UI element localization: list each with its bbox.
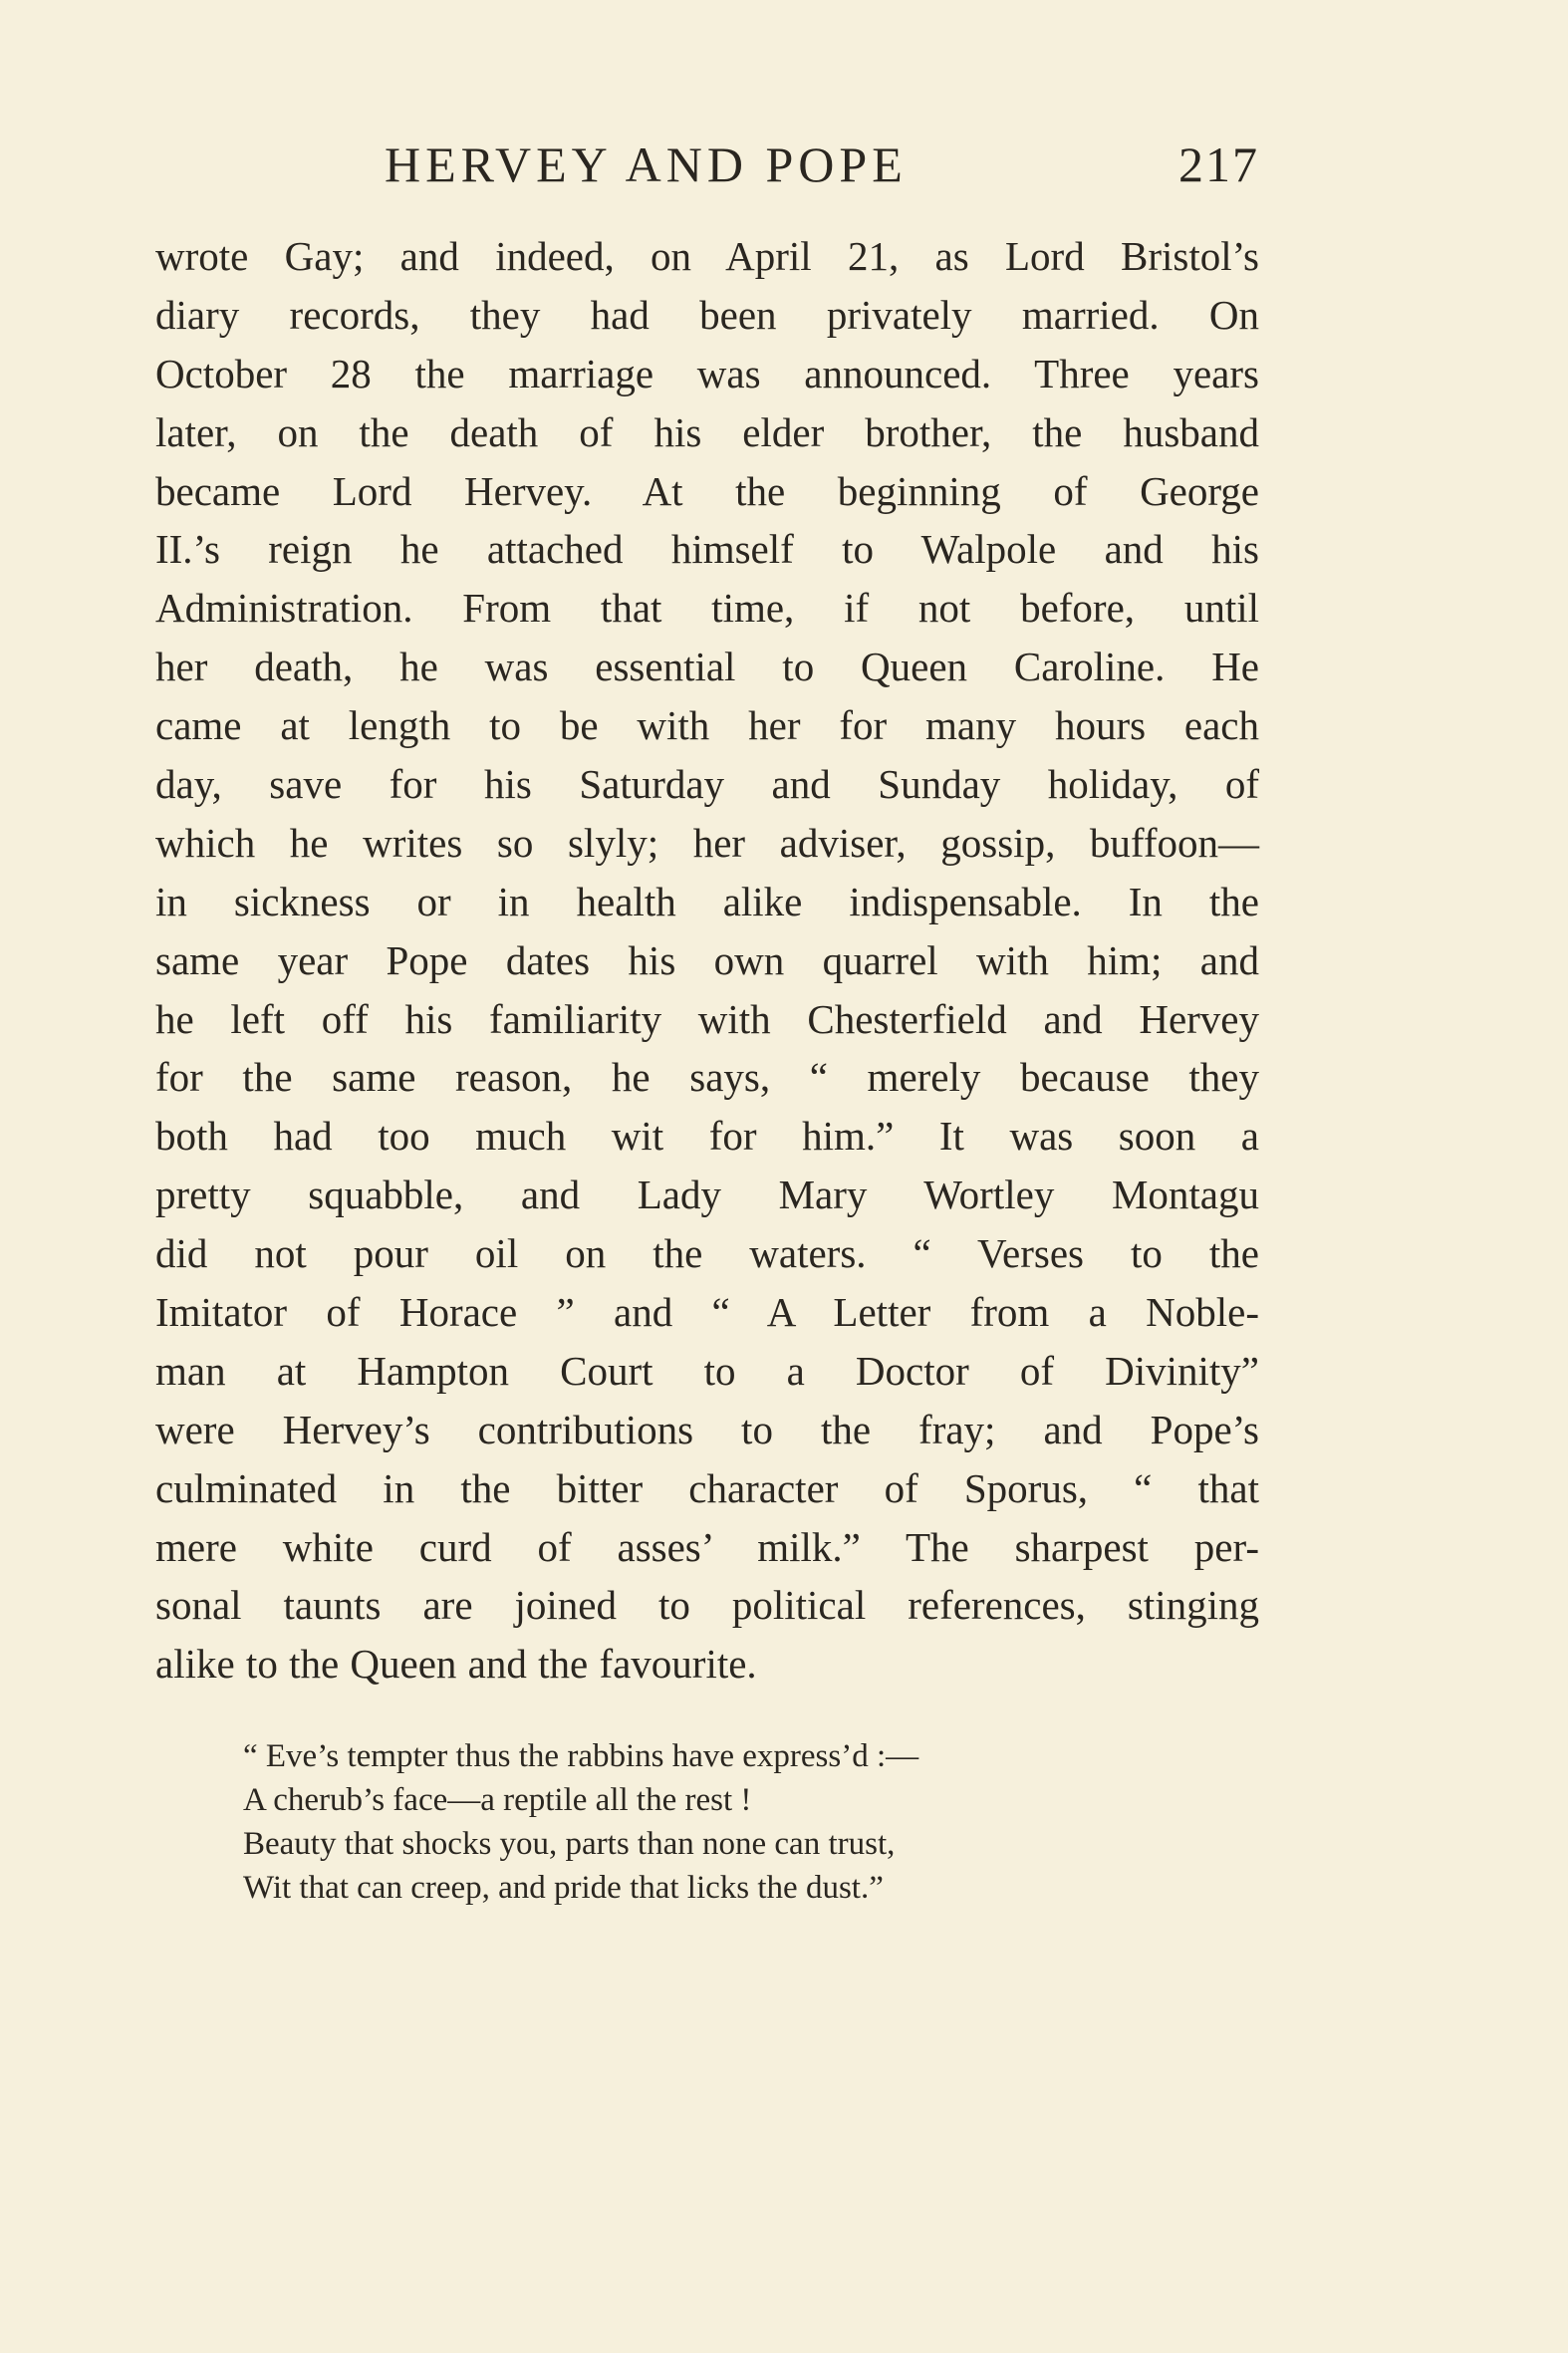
text-line: October 28 the marriage was announced. Three years	[155, 350, 1259, 396]
running-head	[155, 125, 1259, 204]
text-line: did not pour oil on the waters. “ Verses to the	[155, 1230, 1259, 1277]
text-line: II.’s reign he attached himself to Walpole and his	[155, 526, 1259, 573]
text-line: both had too much wit for him.” It was soon a	[155, 1113, 1259, 1160]
verse-line: A cherub’s face—a reptile all the rest !	[243, 1782, 752, 1818]
text-line: he left off his familiarity with Chesterfield and Hervey	[155, 995, 1259, 1042]
verse-line: Wit that can creep, and pride that licks the dust.”	[243, 1870, 884, 1906]
text-line: diary records, they had been privately married. On	[155, 291, 1259, 338]
page-number: 217	[1178, 136, 1259, 192]
text-line: later, on the death of his elder brother, the husband	[155, 408, 1259, 455]
text-line: became Lord Hervey. At the beginning of George	[155, 467, 1259, 514]
text-line: man at Hampton Court to a Doctor of Divinity”	[155, 1347, 1259, 1394]
text-line: day, save for his Saturday and Sunday holiday, of	[155, 761, 1259, 808]
text-line: culminated in the bitter character of Sporus, “ that	[155, 1464, 1259, 1511]
text-line: were Hervey’s contributions to the fray; and Pope’s	[155, 1406, 1259, 1452]
text-line: which he writes so slyly; her adviser, gossip, buffoon—	[155, 819, 1259, 866]
text-line: sonal taunts are joined to political references, stinging	[155, 1582, 1259, 1629]
text-line: Administration. From that time, if not before, until	[155, 585, 1259, 632]
text-line: wrote Gay; and indeed, on April 21, as Lord Bristol’s	[155, 233, 1259, 279]
verse-line: Beauty that shocks you, parts than none can trust,	[243, 1826, 896, 1862]
body-paragraph	[155, 227, 1259, 1694]
text-line: mere white curd of asses’ milk.” The sharpest per-	[155, 1523, 1259, 1570]
verse-quotation	[243, 1734, 1140, 1910]
text-line: came at length to be with her for many hours each	[155, 702, 1259, 749]
text-line: same year Pope dates his own quarrel with him; and	[155, 936, 1259, 983]
text-line: pretty squabble, and Lady Mary Wortley Montagu	[155, 1172, 1259, 1218]
text-line: her death, he was essential to Queen Caroline. He	[155, 644, 1259, 690]
verse-line: “ Eve’s tempter thus the rabbins have express’d :—	[243, 1738, 919, 1774]
running-title: HERVEY AND POPE	[385, 136, 908, 192]
text-line: Imitator of Horace ” and “ A Letter from a Noble-	[155, 1289, 1259, 1336]
text-line: in sickness or in health alike indispensable. In the	[155, 878, 1259, 924]
text-line: for the same reason, he says, “ merely because they	[155, 1054, 1259, 1101]
text-line: alike to the Queen and the favourite.	[155, 1641, 757, 1688]
